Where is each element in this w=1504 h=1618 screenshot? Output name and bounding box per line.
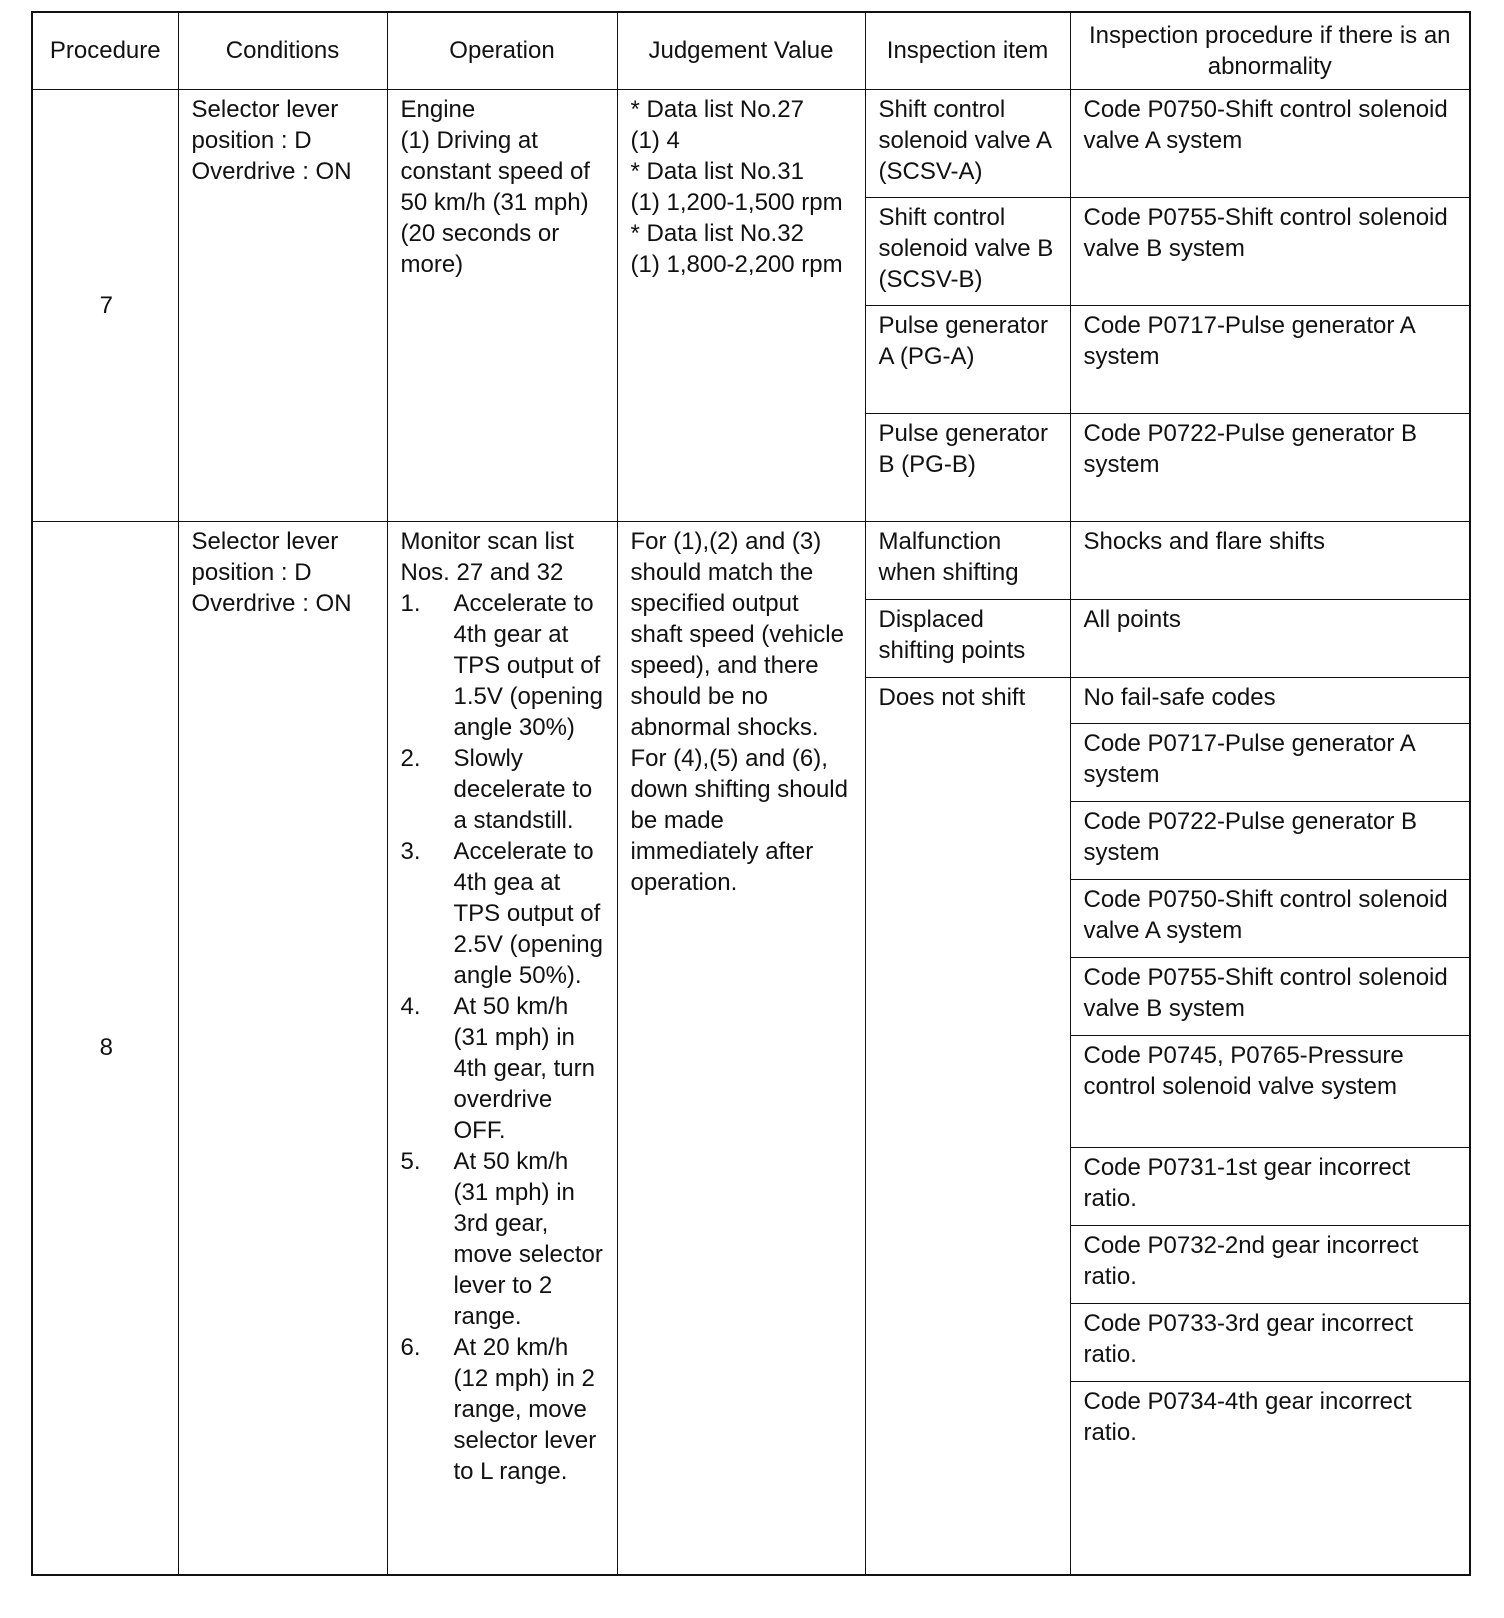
abnormality-action: Code P0750-Shift control solenoid valve A system — [1070, 879, 1470, 957]
abnormality-action: Code P0722-Pulse generator B system — [1070, 801, 1470, 879]
list-item — [401, 743, 606, 836]
procedure-7-conditions: Selector lever position : D Overdrive : ON — [178, 89, 387, 521]
abnormality-action: Code P0750-Shift control solenoid valve A system — [1070, 89, 1470, 197]
procedure-7-operation: Engine (1) Driving at constant speed of 50 km/h (31 mph) (20 seconds or more) — [387, 89, 617, 521]
list-item — [401, 1332, 606, 1487]
procedure-7-judgement: * Data list No.27 (1) 4 * Data list No.31 (1) 1,200-1,500 rpm * Data list No.32 (1) 1,800-2,200 rpm — [617, 89, 865, 521]
step-text: At 50 km/h (31 mph) in 3rd gear, move selector lever to 2 range. — [453, 1147, 603, 1330]
procedure-8-judgement: For (1),(2) and (3) should match the specified output shaft speed (vehicle speed), and there should be no abnormal shocks. For (4),(5) and (6), down shifting should be made immediately after operation. — [617, 521, 865, 1575]
header-operation: Operation — [387, 12, 617, 89]
step-number: 3. — [400, 837, 421, 865]
operation-intro: Monitor scan list Nos. 27 and 32 — [400, 527, 574, 586]
inspection-item-displaced: Displaced shifting points — [865, 599, 1070, 677]
abnormality-action: All points — [1070, 599, 1470, 677]
inspection-item: Shift control solenoid valve B (SCSV-B) — [865, 197, 1070, 305]
abnormality-action: Code P0731-1st gear incorrect ratio. — [1070, 1147, 1470, 1225]
procedure-8-conditions: Selector lever position : D Overdrive : ON — [178, 521, 387, 1575]
inspection-procedure-table — [31, 11, 1471, 1576]
list-item — [401, 588, 606, 743]
step-number: 5. — [400, 1147, 421, 1175]
header-judgement-value: Judgement Value — [617, 12, 865, 89]
abnormality-action: Code P0722-Pulse generator B system — [1070, 413, 1470, 521]
inspection-item: Pulse generator B (PG-B) — [865, 413, 1070, 521]
step-number: 2. — [400, 744, 421, 772]
header-inspection-item: Inspection item — [865, 12, 1070, 89]
list-item — [401, 1146, 606, 1332]
procedure-8-number: 8 — [32, 521, 178, 1575]
abnormality-action: Code P0733-3rd gear incorrect ratio. — [1070, 1303, 1470, 1381]
abnormality-action: Code P0717-Pulse generator A system — [1070, 305, 1470, 413]
procedure-7-number: 7 — [32, 89, 178, 521]
abnormality-action: Code P0734-4th gear incorrect ratio. — [1070, 1381, 1470, 1575]
abnormality-action: Code P0755-Shift control solenoid valve B system — [1070, 197, 1470, 305]
list-item — [401, 836, 606, 991]
abnormality-action: Code P0745, P0765-Pressure control solenoid valve system — [1070, 1035, 1470, 1147]
step-number: 1. — [400, 589, 421, 617]
abnormality-action: Shocks and flare shifts — [1070, 521, 1470, 599]
abnormality-action: Code P0755-Shift control solenoid valve B system — [1070, 957, 1470, 1035]
abnormality-action: No fail-safe codes — [1070, 677, 1470, 723]
table-row — [32, 521, 1470, 599]
abnormality-action: Code P0717-Pulse generator A system — [1070, 723, 1470, 801]
inspection-item: Shift control solenoid valve A (SCSV-A) — [865, 89, 1070, 197]
step-text: Accelerate to 4th gea at TPS output of 2.5V (opening angle 50%). — [453, 837, 603, 989]
header-conditions: Conditions — [178, 12, 387, 89]
step-text: Slowly decelerate to a standstill. — [453, 744, 593, 834]
list-item — [401, 991, 606, 1146]
inspection-item: Pulse generator A (PG-A) — [865, 305, 1070, 413]
table-row — [32, 89, 1470, 197]
step-text: At 20 km/h (12 mph) in 2 range, move selector lever to L range. — [453, 1333, 597, 1485]
step-number: 6. — [400, 1333, 421, 1361]
step-text: At 50 km/h (31 mph) in 4th gear, turn overdrive OFF. — [453, 992, 595, 1144]
procedure-8-operation — [387, 521, 617, 1575]
inspection-item-does-not-shift: Does not shift — [865, 677, 1070, 1575]
step-number: 4. — [400, 992, 421, 1020]
header-procedure: Procedure — [32, 12, 178, 89]
abnormality-action: Code P0732-2nd gear incorrect ratio. — [1070, 1225, 1470, 1303]
step-text: Accelerate to 4th gear at TPS output of 1.5V (opening angle 30%) — [453, 589, 603, 741]
header-row — [32, 12, 1470, 89]
header-abnormality-procedure: Inspection procedure if there is an abnormality — [1070, 12, 1470, 89]
inspection-item-malfunction: Malfunction when shifting — [865, 521, 1070, 599]
operation-steps — [401, 588, 606, 1487]
